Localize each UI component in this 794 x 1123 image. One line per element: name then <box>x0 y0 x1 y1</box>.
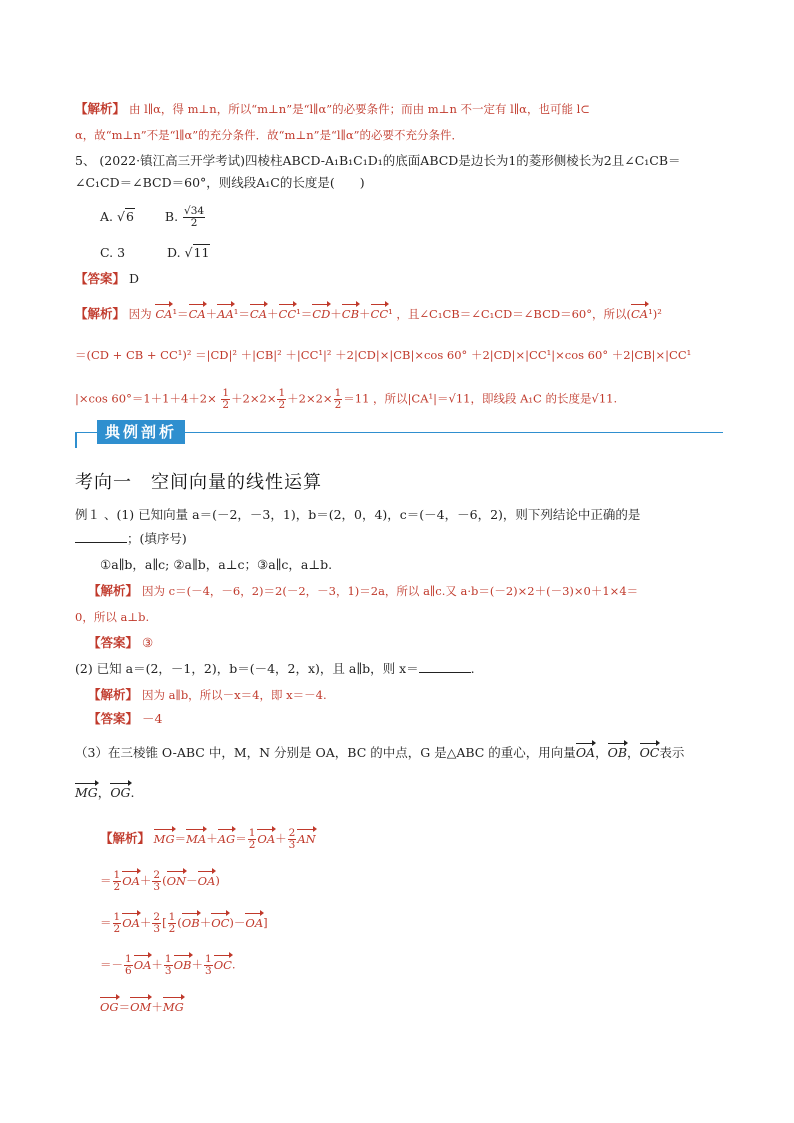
answer-line <box>75 270 139 288</box>
example-1-q1-options: ①a∥b，a∥c; ②a∥b，a⊥c；③a∥c，a⊥b. <box>100 557 333 572</box>
section-label: 典例剖析 <box>97 420 185 444</box>
q3-solution-line-1: 【解析】 MG＝MA＋AG＝ $\frac{1}{2}$ OA＋ $\frac{2}{3}$ AN <box>100 827 316 851</box>
analysis-line-2 <box>75 126 463 144</box>
example-1-q1-answer: 【答案】 ③ <box>88 635 154 650</box>
section-rule-corner <box>75 432 97 448</box>
option-row-ab <box>100 206 206 229</box>
answer-blank-1[interactable] <box>75 542 127 543</box>
example-1-q1-line-1: 例１ 、(1) 已知向量 a＝(－2，－3，1)，b＝(2，0，4)，c＝(－4，－6，2)，则下列结论中正确的是 <box>75 507 641 522</box>
option-d-label: D. <box>167 245 181 260</box>
solution-tag: 【解析】 <box>75 306 126 321</box>
example-1-q1-solution-1: 【解析】 因为 c＝(－4，－6，2)＝2(－2，－3，1)＝2a，所以 a∥c.又 a·b＝(－2)×2＋(－3)×0＋1×4＝ <box>88 583 639 598</box>
q2-solution-tag: 【解析】 <box>88 687 139 702</box>
q3-solution-line-4: ＝－ $\frac{1}{6}$ OA＋ $\frac{1}{3}$ OB＋ $\frac{1}{3}$ OC. <box>100 953 236 977</box>
section-header <box>75 420 723 448</box>
example-1-q2-solution: 【解析】 因为 a∥b，所以－x＝4，即 x＝－4. <box>88 687 327 702</box>
option-b-label: B. <box>164 209 179 224</box>
q1-answer-tag: 【答案】 <box>88 635 139 650</box>
analysis-text-1: 由 l∥α，得 m⊥n，所以“m⊥n”是“l∥α”的必要条件；而由 m⊥n 不一定有 l∥α，也可能 l⊂ <box>129 102 590 116</box>
option-b-value: $\frac{√34}{2}$ <box>184 205 205 229</box>
analysis-tag: 【解析】 <box>75 101 126 116</box>
answer-tag: 【答案】 <box>75 271 126 286</box>
option-a-value: √6 <box>117 209 134 224</box>
example-1-q3-line-2: MG，OG. <box>75 785 135 800</box>
option-d-value: √11 <box>184 245 210 260</box>
option-c: C. 3 <box>100 245 126 260</box>
solution-text-3a: |×cos 60°＝1＋1＋4＋2× <box>75 391 217 406</box>
answer-value: D <box>129 271 140 286</box>
solution-line-2: ＝(CD + CB + CC¹)² ＝|CD|² ＋|CB|² ＋|CC¹|² ＋2|CD|×|CB|×cos 60° ＋2|CD|×|CC¹|×cos 60° ＋2|CB|×|CC¹ <box>75 348 692 362</box>
solution-text-1b: ，且∠C₁CB＝∠C₁CD＝∠BCD＝60°，所以( <box>396 307 631 321</box>
option-row-cd <box>100 244 210 262</box>
solution-line-1: 【解析】 因为 CA¹＝CA＋AA¹＝CA＋CC¹＝CD＋CB＋CC¹ ，且∠C₁CB＝∠C₁CD＝∠BCD＝60°，所以(CA¹)² <box>75 306 662 321</box>
solution-line-3: |×cos 60°＝1＋1＋4＋2× $\frac{1}{2}$ ＋2×2× $\frac{1}{2}$ ＋2×2× $\frac{1}{2}$ ＝11 ，所以|CA¹|＝√11，即线段 A₁C 的长度是√11. <box>75 387 618 411</box>
q3-solution-line-5: OG＝OM＋MG <box>100 1000 184 1014</box>
topic-heading: 考向一 空间向量的线性运算 <box>75 472 322 493</box>
analysis-text-2: α，故“m⊥n”不是“l∥α”的充分条件．故“m⊥n”是“l∥α”的必要不充分条件． <box>75 128 464 142</box>
q2-answer-tag: 【答案】 <box>88 711 139 726</box>
question-5-line-1: 5、 (2022·镇江高三开学考试)四棱柱ABCD-A₁B₁C₁D₁的底面ABCD是边长为1的菱形侧棱长为2且∠C₁CB＝ <box>75 153 681 168</box>
q1-solution-tag: 【解析】 <box>88 583 139 598</box>
solution-text-3b: ，所以|CA¹|＝√11，即线段 A₁C 的长度是√11. <box>373 391 618 406</box>
example-1-q2-answer: 【答案】 －4 <box>88 711 163 726</box>
example-1-q2-line: (2) 已知 a＝(2，－1，2)，b＝(－4，2，x)，且 a∥b，则 x＝ . <box>75 661 475 676</box>
analysis-line-1 <box>75 100 590 118</box>
q3-solution-tag: 【解析】 <box>100 830 151 846</box>
question-5-line-2: ∠C₁CD＝∠BCD＝60°，则线段A₁C的长度是( ) <box>75 175 365 190</box>
example-1-q1-solution-2: 0，所以 a⊥b. <box>75 610 150 624</box>
solution-text-1c: )² <box>652 307 662 321</box>
example-1-q1-line-2: ；(填序号) <box>75 530 187 548</box>
solution-text-1a: 因为 <box>128 307 152 321</box>
answer-blank-2[interactable] <box>419 672 471 673</box>
option-a-label: A. <box>100 209 114 224</box>
q3-solution-line-3: ＝ $\frac{1}{2}$ OA＋ $\frac{2}{3}$ [ $\frac{1}{2}$ (OB＋OC)－OA] <box>100 911 268 935</box>
example-1-q3-line-1: （3）在三棱锥 O-ABC 中，M，N 分别是 OA，BC 的中点，G 是△ABC 的重心，用向量OA，OB，OC表示 <box>75 745 685 760</box>
q3-solution-line-2: ＝ $\frac{1}{2}$ OA＋ $\frac{2}{3}$ (ON－OA) <box>100 869 220 893</box>
